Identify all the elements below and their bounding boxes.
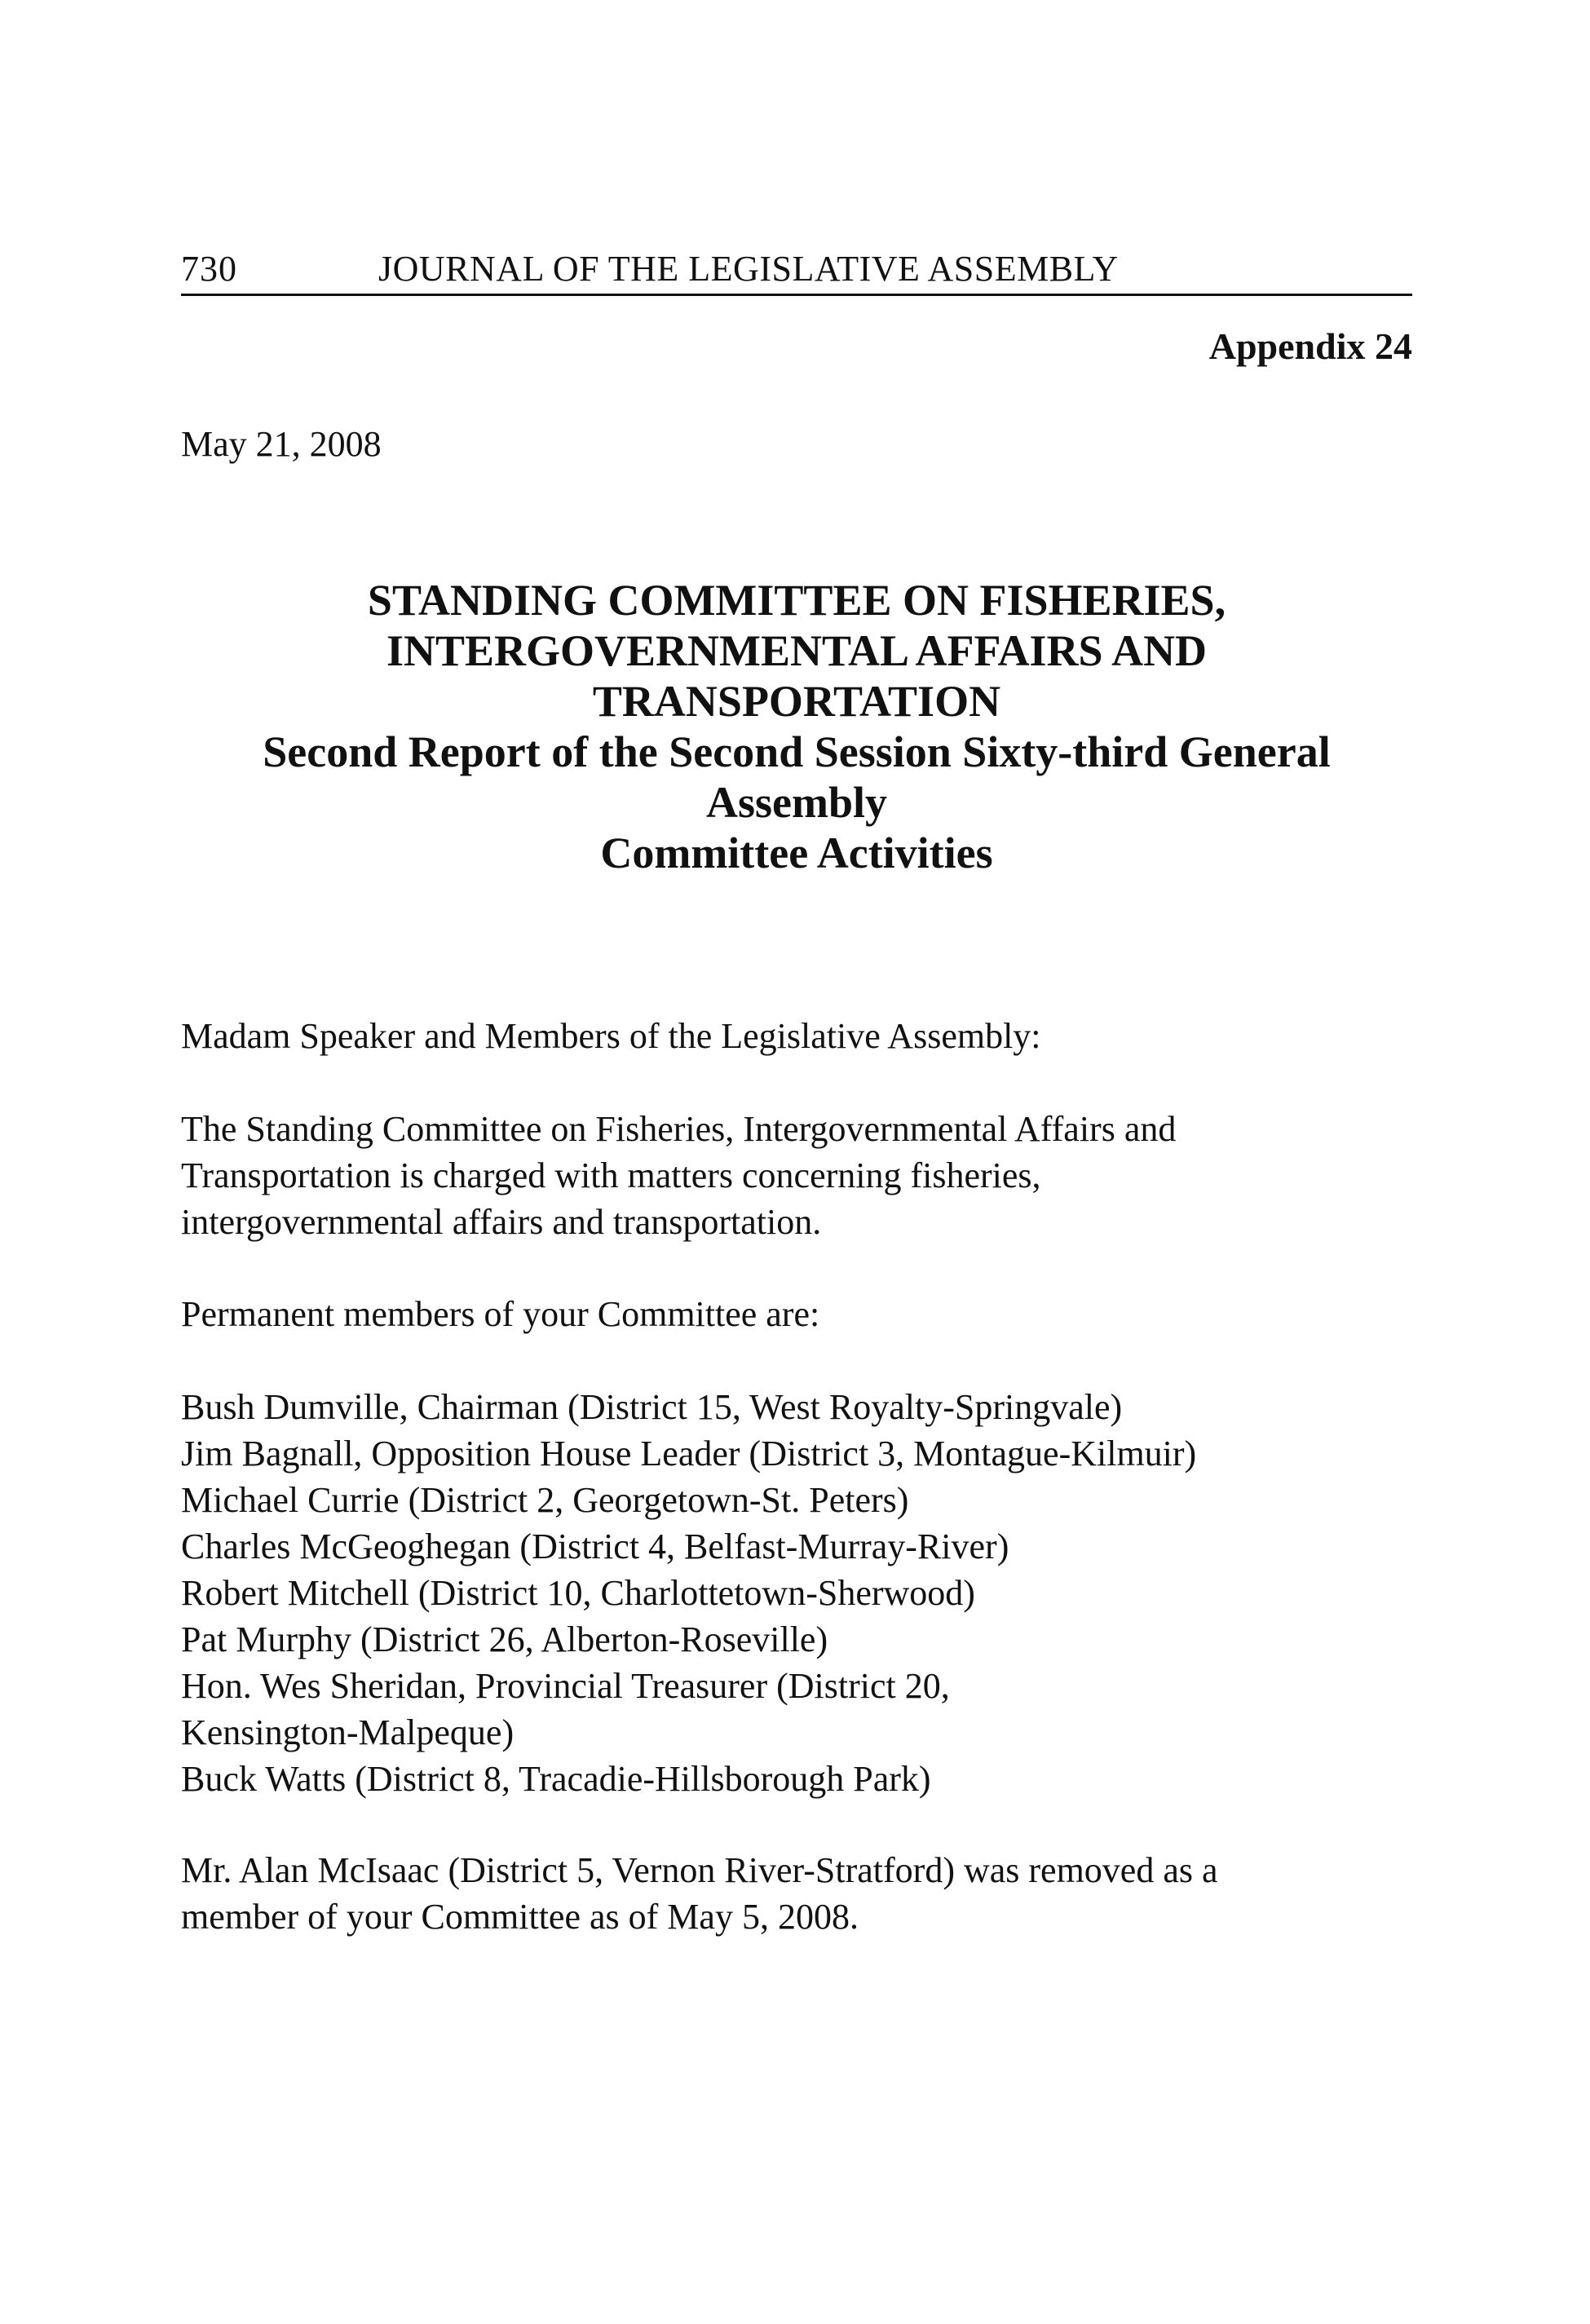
member-line: Kensington-Malpeque) bbox=[181, 1712, 515, 1752]
title-line: TRANSPORTATION bbox=[592, 677, 1001, 726]
member-line: Michael Currie (District 2, Georgetown-St. Peters) bbox=[181, 1480, 909, 1520]
running-header bbox=[181, 245, 1412, 296]
paragraph-line: Transportation is charged with matters concerning fisheries, bbox=[181, 1155, 1041, 1195]
member-line: Hon. Wes Sheridan, Provincial Treasurer (District 20, bbox=[181, 1666, 950, 1706]
member-line: Buck Watts (District 8, Tracadie-Hillsborough Park) bbox=[181, 1759, 931, 1799]
page-number: 730 bbox=[181, 249, 237, 289]
member-line: Jim Bagnall, Opposition House Leader (District 3, Montague-Kilmuir) bbox=[181, 1434, 1197, 1473]
member-line: Bush Dumville, Chairman (District 15, West Royalty-Springvale) bbox=[181, 1387, 1123, 1427]
paragraph-line: member of your Committee as of May 5, 2008. bbox=[181, 1897, 859, 1937]
subtitle-line: Second Report of the Second Session Sixty-third General bbox=[263, 727, 1331, 776]
appendix-label: Appendix 24 bbox=[1208, 325, 1412, 367]
member-line: Robert Mitchell (District 10, Charlottetown-Sherwood) bbox=[181, 1573, 975, 1613]
removal-paragraph bbox=[181, 1847, 1412, 1940]
mandate-paragraph bbox=[181, 1106, 1412, 1245]
journal-title: JOURNAL OF THE LEGISLATIVE ASSEMBLY bbox=[378, 249, 1119, 289]
title-line: STANDING COMMITTEE ON FISHERIES, bbox=[367, 576, 1226, 625]
paragraph-line: The Standing Committee on Fisheries, Intergovernmental Affairs and bbox=[181, 1109, 1177, 1149]
report-date: May 21, 2008 bbox=[181, 424, 382, 464]
report-title bbox=[181, 575, 1412, 878]
subtitle-line: Assembly bbox=[705, 778, 887, 827]
member-list bbox=[181, 1384, 1412, 1802]
member-line: Pat Murphy (District 26, Alberton-Roseville) bbox=[181, 1619, 828, 1659]
salutation: Madam Speaker and Members of the Legislative Assembly: bbox=[181, 1016, 1041, 1056]
title-line: INTERGOVERNMENTAL AFFAIRS AND bbox=[386, 626, 1208, 675]
paragraph-line: intergovernmental affairs and transportation. bbox=[181, 1202, 822, 1242]
members-intro: Permanent members of your Committee are: bbox=[181, 1294, 820, 1334]
paragraph-line: Mr. Alan McIsaac (District 5, Vernon River-Stratford) was removed as a bbox=[181, 1850, 1218, 1890]
section-title: Committee Activities bbox=[600, 828, 993, 877]
member-line: Charles McGeoghegan (District 4, Belfast-Murray-River) bbox=[181, 1527, 1009, 1566]
